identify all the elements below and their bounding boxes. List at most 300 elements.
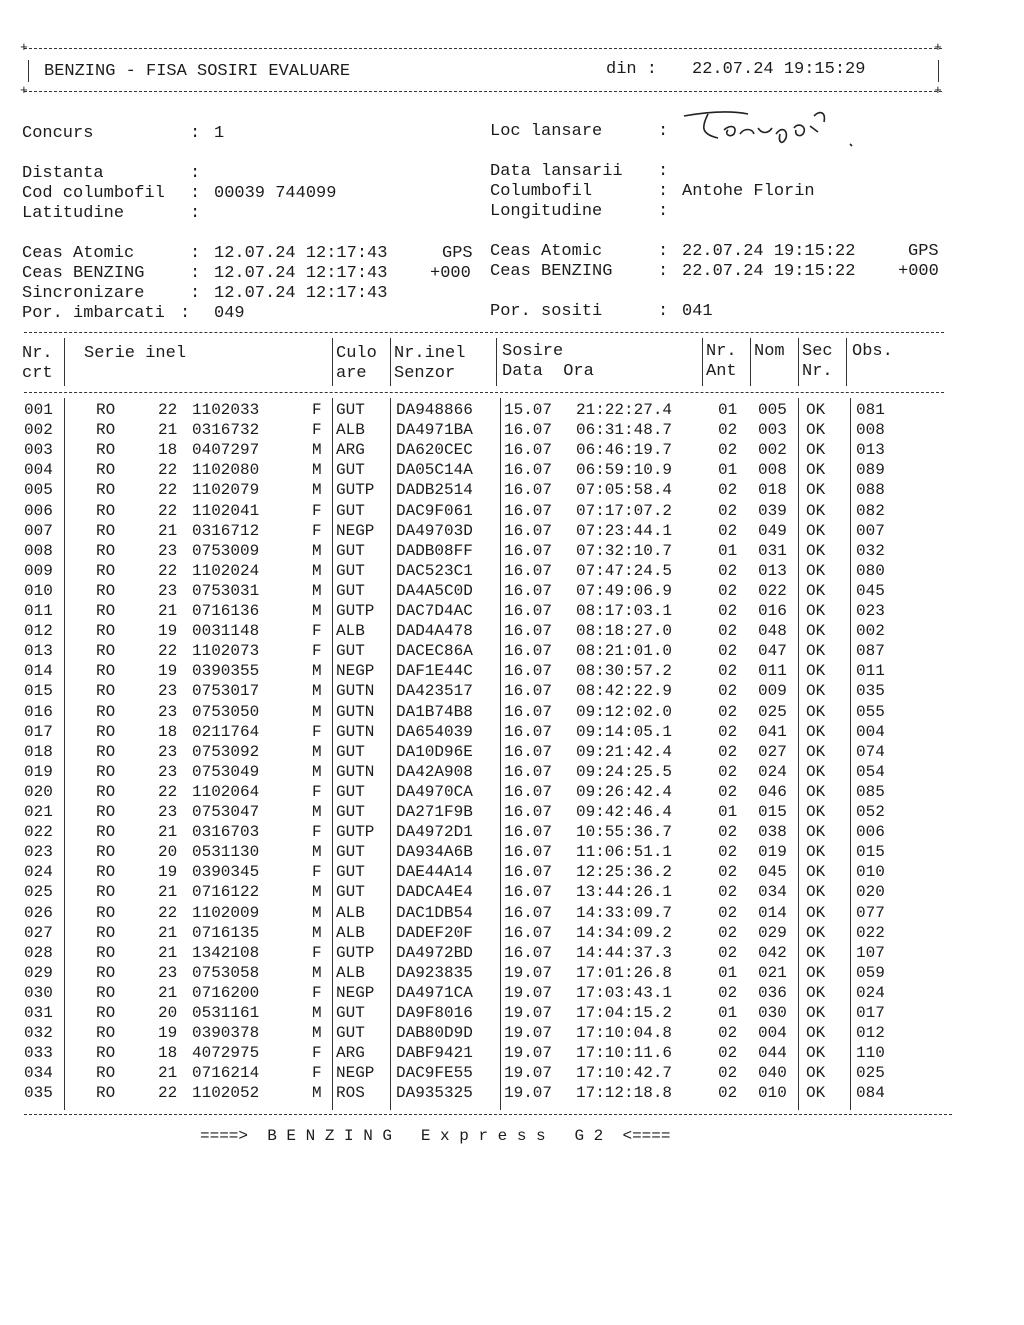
cell-nom: 029 — [758, 923, 787, 942]
cell-ora: 11:06:51.1 — [576, 843, 673, 862]
cell-ant: 02 — [718, 782, 738, 801]
cell-ant: 02 — [718, 722, 738, 741]
cell-culoare: ALB — [336, 923, 365, 942]
colon: : — [190, 204, 201, 223]
cell-senzor: DAC7D4AC — [396, 602, 473, 620]
cell-inel: 0753009 — [192, 541, 260, 560]
cell-data: 19.07 — [504, 1064, 553, 1083]
cell-senzor: DA935325 — [396, 1084, 473, 1103]
cell-culoare: GUTP — [336, 943, 375, 962]
cell-nom: 013 — [758, 561, 787, 580]
cell-obs: 055 — [856, 702, 885, 721]
table-row — [0, 501, 1024, 521]
cell-sec: OK — [806, 622, 826, 641]
cell-an: 22 — [158, 903, 178, 922]
header-nr-ant-2: Ant — [706, 362, 737, 381]
cell-sec: OK — [806, 521, 826, 540]
cell-obs: 002 — [856, 622, 885, 641]
table-header-separator — [24, 392, 944, 393]
header-nr-ant-1: Nr. — [706, 342, 737, 361]
colon: : — [180, 304, 191, 323]
cell-inel: 0390378 — [192, 1024, 260, 1043]
cell-senzor: DA654039 — [396, 722, 473, 741]
cell-senzor: DA05C14A — [396, 461, 473, 480]
cell-ant: 02 — [718, 481, 738, 500]
cell-tara: RO — [96, 561, 116, 580]
cell-an: 23 — [158, 541, 178, 560]
cell-data: 16.07 — [504, 923, 553, 942]
cell-data: 19.07 — [504, 1044, 553, 1063]
cell-an: 22 — [158, 561, 178, 580]
cell-ora: 07:05:58.4 — [576, 481, 673, 500]
table-row — [0, 420, 1024, 440]
cell-nom: 016 — [758, 602, 787, 620]
cell-senzor: DAC9F061 — [396, 501, 473, 520]
table-row — [0, 581, 1024, 601]
cell-data: 16.07 — [504, 501, 553, 520]
cell-sex: M — [312, 682, 322, 701]
cell-data: 19.07 — [504, 1004, 553, 1022]
cell-nom: 002 — [758, 441, 787, 460]
cell-data: 16.07 — [504, 521, 553, 540]
cell-nom: 031 — [758, 541, 787, 560]
corner-mark: + — [934, 83, 942, 98]
cell-ora: 08:17:03.1 — [576, 602, 673, 620]
cell-sex: F — [312, 501, 322, 520]
column-divider — [496, 338, 497, 386]
table-row — [0, 400, 1024, 420]
cell-ora: 07:49:06.9 — [576, 581, 673, 600]
cell-nr: 007 — [24, 521, 53, 540]
cell-obs: 013 — [856, 441, 885, 460]
cell-senzor: DA948866 — [396, 401, 473, 419]
header-crt: crt — [22, 364, 53, 383]
cell-culoare: GUTN — [336, 722, 375, 741]
cell-an: 22 — [158, 501, 178, 520]
cell-senzor: DA49703D — [396, 521, 473, 540]
cell-ant: 02 — [718, 521, 738, 540]
cell-ant: 02 — [718, 642, 738, 661]
cell-nom: 003 — [758, 421, 787, 440]
columbofil-value: Antohe Florin — [682, 182, 815, 201]
distanta-label: Distanta — [22, 164, 104, 183]
cell-tara: RO — [96, 642, 116, 661]
header-culoare-1: Culo — [336, 344, 377, 363]
handwritten-loc-lansare — [678, 104, 868, 156]
cell-data: 16.07 — [504, 561, 553, 580]
cell-inel: 1102024 — [192, 561, 260, 580]
cell-an: 22 — [158, 782, 178, 801]
cell-sex: M — [312, 461, 322, 480]
cell-tara: RO — [96, 983, 116, 1002]
cell-tara: RO — [96, 843, 116, 862]
cell-senzor: DA4971BA — [396, 421, 473, 440]
table-row — [0, 943, 1024, 963]
cell-inel: 0753017 — [192, 682, 260, 701]
cell-an: 20 — [158, 1004, 178, 1022]
cell-an: 18 — [158, 441, 178, 460]
cell-ora: 17:12:18.8 — [576, 1084, 673, 1103]
cell-ant: 01 — [718, 401, 738, 419]
cell-an: 23 — [158, 682, 178, 701]
cell-culoare: ROS — [336, 1084, 365, 1103]
cell-senzor: DADB2514 — [396, 481, 473, 500]
colon: : — [658, 302, 669, 321]
table-row — [0, 641, 1024, 661]
cell-obs: 008 — [856, 421, 885, 440]
ceas-atomic-label: Ceas Atomic — [22, 244, 135, 263]
title-border-bottom — [24, 91, 942, 92]
table-row — [0, 882, 1024, 902]
table-row — [0, 983, 1024, 1003]
corner-mark: + — [20, 83, 28, 98]
cell-culoare: GUT — [336, 863, 365, 882]
cell-sex: M — [312, 541, 322, 560]
table-row — [0, 702, 1024, 722]
cell-ora: 13:44:26.1 — [576, 883, 673, 902]
cell-sex: M — [312, 843, 322, 862]
cell-obs: 015 — [856, 843, 885, 862]
cell-sec: OK — [806, 883, 826, 902]
cell-senzor: DA934A6B — [396, 843, 473, 862]
cell-nr: 017 — [24, 722, 53, 741]
cell-inel: 0531161 — [192, 1004, 260, 1022]
cell-sec: OK — [806, 803, 826, 821]
cell-sex: F — [312, 521, 322, 540]
sincronizare-value: 12.07.24 12:17:43 — [214, 284, 388, 303]
cell-data: 16.07 — [504, 782, 553, 801]
cell-senzor: DAE44A14 — [396, 863, 473, 882]
cell-nom: 019 — [758, 843, 787, 862]
cell-an: 23 — [158, 963, 178, 982]
cell-nr: 027 — [24, 923, 53, 942]
cell-sex: F — [312, 401, 322, 419]
cell-ora: 06:31:48.7 — [576, 421, 673, 440]
cell-ant: 02 — [718, 742, 738, 761]
cell-an: 18 — [158, 1044, 178, 1063]
cell-data: 19.07 — [504, 1084, 553, 1103]
cell-obs: 007 — [856, 521, 885, 540]
table-row — [0, 742, 1024, 762]
imbarcati-value: 049 — [214, 304, 245, 323]
cell-sex: M — [312, 702, 322, 721]
cell-ant: 02 — [718, 943, 738, 962]
cell-data: 16.07 — [504, 481, 553, 500]
cell-ant: 02 — [718, 501, 738, 520]
cell-nr: 030 — [24, 983, 53, 1002]
cell-an: 21 — [158, 1064, 178, 1083]
cell-nom: 008 — [758, 461, 787, 480]
cell-inel: 0407297 — [192, 441, 260, 460]
cell-nom: 047 — [758, 642, 787, 661]
cell-sec: OK — [806, 782, 826, 801]
header-nom: Nom — [754, 342, 785, 361]
cell-an: 19 — [158, 863, 178, 882]
cell-data: 16.07 — [504, 702, 553, 721]
cell-nr: 003 — [24, 441, 53, 460]
cell-culoare: NEGP — [336, 521, 375, 540]
cell-inel: 0390355 — [192, 662, 260, 681]
cell-nr: 015 — [24, 682, 53, 701]
cell-an: 23 — [158, 742, 178, 761]
cell-sec: OK — [806, 441, 826, 460]
colon: : — [658, 182, 669, 201]
cell-obs: 080 — [856, 561, 885, 580]
cell-culoare: GUT — [336, 461, 365, 480]
cell-ora: 07:32:10.7 — [576, 541, 673, 560]
cell-tara: RO — [96, 401, 116, 419]
cell-an: 21 — [158, 823, 178, 842]
cell-data: 16.07 — [504, 581, 553, 600]
cell-sex: F — [312, 823, 322, 842]
cell-data: 16.07 — [504, 883, 553, 902]
cell-ant: 02 — [718, 581, 738, 600]
cell-tara: RO — [96, 803, 116, 821]
table-row — [0, 681, 1024, 701]
cell-an: 23 — [158, 702, 178, 721]
longitudine-label: Longitudine — [490, 202, 603, 221]
cell-ora: 10:55:36.7 — [576, 823, 673, 842]
cell-nr: 028 — [24, 943, 53, 962]
cell-ant: 01 — [718, 1004, 738, 1022]
cell-sec: OK — [806, 662, 826, 681]
cell-sec: OK — [806, 561, 826, 580]
cell-nr: 005 — [24, 481, 53, 500]
cell-sex: M — [312, 481, 322, 500]
cell-obs: 059 — [856, 963, 885, 982]
cell-ora: 09:14:05.1 — [576, 722, 673, 741]
cell-nom: 004 — [758, 1024, 787, 1043]
cell-senzor: DAF1E44C — [396, 662, 473, 681]
cell-ora: 09:12:02.0 — [576, 702, 673, 721]
header-obs: Obs. — [852, 342, 893, 361]
cell-ora: 07:47:24.5 — [576, 561, 673, 580]
cell-an: 22 — [158, 642, 178, 661]
cell-nr: 035 — [24, 1084, 53, 1103]
cell-data: 16.07 — [504, 421, 553, 440]
cell-senzor: DA4A5C0D — [396, 581, 473, 600]
cell-nom: 039 — [758, 501, 787, 520]
cell-nr: 026 — [24, 903, 53, 922]
cell-obs: 020 — [856, 883, 885, 902]
corner-mark: + — [934, 40, 942, 55]
table-row — [0, 1083, 1024, 1103]
cell-obs: 010 — [856, 863, 885, 882]
table-row — [0, 903, 1024, 923]
cell-ora: 17:10:04.8 — [576, 1024, 673, 1043]
table-row — [0, 460, 1024, 480]
cell-ant: 02 — [718, 702, 738, 721]
table-row — [0, 480, 1024, 500]
data-lansarii-label: Data lansarii — [490, 162, 623, 181]
cell-nr: 004 — [24, 461, 53, 480]
cell-ora: 06:59:10.9 — [576, 461, 673, 480]
column-divider — [390, 338, 391, 386]
cell-sec: OK — [806, 501, 826, 520]
colon: : — [190, 164, 201, 183]
cell-tara: RO — [96, 903, 116, 922]
cell-sec: OK — [806, 843, 826, 862]
report-title: BENZING - FISA SOSIRI EVALUARE — [44, 62, 351, 81]
cell-inel: 1102052 — [192, 1084, 260, 1103]
cell-nom: 048 — [758, 622, 787, 641]
cell-sec: OK — [806, 1064, 826, 1083]
cell-obs: 004 — [856, 722, 885, 741]
cell-obs: 023 — [856, 602, 885, 620]
cell-data: 16.07 — [504, 622, 553, 641]
cell-senzor: DADEF20F — [396, 923, 473, 942]
cell-sex: M — [312, 561, 322, 580]
cell-data: 16.07 — [504, 642, 553, 661]
cell-sex: M — [312, 662, 322, 681]
cell-senzor: DA42A908 — [396, 762, 473, 781]
cell-ant: 02 — [718, 762, 738, 781]
cell-ora: 17:10:42.7 — [576, 1064, 673, 1083]
cell-ora: 17:01:26.8 — [576, 963, 673, 982]
cell-data: 16.07 — [504, 602, 553, 620]
cell-inel: 0716135 — [192, 923, 260, 942]
cell-culoare: GUTN — [336, 762, 375, 781]
cell-ant: 02 — [718, 1044, 738, 1063]
cell-ant: 02 — [718, 1024, 738, 1043]
report-date: 22.07.24 19:15:29 — [692, 60, 866, 79]
sincronizare-label: Sincronizare — [22, 284, 145, 303]
cell-an: 21 — [158, 923, 178, 942]
table-row — [0, 862, 1024, 882]
cell-nr: 034 — [24, 1064, 53, 1083]
cell-obs: 054 — [856, 762, 885, 781]
ceas-benzing-suffix: +000 — [430, 264, 471, 283]
cell-sex: F — [312, 943, 322, 962]
cell-obs: 052 — [856, 803, 885, 821]
cell-sex: M — [312, 803, 322, 821]
cell-sex: F — [312, 983, 322, 1002]
header-serie-inel: Serie inel — [84, 344, 187, 363]
cell-inel: 0753031 — [192, 581, 260, 600]
header-sec: Sec — [802, 342, 833, 361]
cell-ora: 09:21:42.4 — [576, 742, 673, 761]
cell-culoare: GUT — [336, 1024, 365, 1043]
cell-nom: 022 — [758, 581, 787, 600]
colon: : — [658, 262, 669, 281]
cell-ant: 02 — [718, 983, 738, 1002]
cell-data: 16.07 — [504, 823, 553, 842]
cell-ant: 01 — [718, 541, 738, 560]
cell-ora: 14:44:37.3 — [576, 943, 673, 962]
cell-nom: 040 — [758, 1064, 787, 1083]
table-row — [0, 621, 1024, 641]
cell-culoare: GUT — [336, 581, 365, 600]
cell-senzor: DADB08FF — [396, 541, 473, 560]
footer-benzing: ====> B E N Z I N G E x p r e s s G 2 <==== — [200, 1127, 671, 1145]
cell-obs: 107 — [856, 943, 885, 962]
cell-inel: 0531130 — [192, 843, 260, 862]
cell-culoare: GUT — [336, 1004, 365, 1022]
ceas-atomic-suffix: GPS — [442, 244, 473, 263]
table-row — [0, 561, 1024, 581]
cell-nr: 010 — [24, 581, 53, 600]
cell-nr: 001 — [24, 401, 53, 419]
table-row — [0, 521, 1024, 541]
cell-nr: 008 — [24, 541, 53, 560]
cell-nr: 018 — [24, 742, 53, 761]
cell-data: 16.07 — [504, 662, 553, 681]
cell-nr: 009 — [24, 561, 53, 580]
cell-nr: 021 — [24, 803, 53, 821]
cell-an: 19 — [158, 622, 178, 641]
cell-nr: 029 — [24, 963, 53, 982]
date-label: din : — [606, 60, 658, 79]
cell-tara: RO — [96, 662, 116, 681]
cell-ant: 01 — [718, 803, 738, 821]
table-row — [0, 842, 1024, 862]
cell-tara: RO — [96, 581, 116, 600]
table-row — [0, 1023, 1024, 1043]
table-border-bottom — [24, 1114, 952, 1115]
table-row — [0, 1063, 1024, 1083]
cell-ora: 07:23:44.1 — [576, 521, 673, 540]
cell-data: 19.07 — [504, 1024, 553, 1043]
cell-inel: 1102079 — [192, 481, 260, 500]
cell-culoare: GUTN — [336, 702, 375, 721]
cell-nom: 038 — [758, 823, 787, 842]
cell-inel: 1342108 — [192, 943, 260, 962]
cell-sex: M — [312, 1004, 322, 1022]
cell-senzor: DAC523C1 — [396, 561, 473, 580]
cell-sex: M — [312, 762, 322, 781]
cell-tara: RO — [96, 682, 116, 701]
cell-nom: 024 — [758, 762, 787, 781]
cell-nom: 030 — [758, 1004, 787, 1022]
header-senzor: Senzor — [394, 364, 456, 383]
cell-nom: 041 — [758, 722, 787, 741]
cell-obs: 084 — [856, 1084, 885, 1103]
cell-tara: RO — [96, 1004, 116, 1022]
cell-nr: 033 — [24, 1044, 53, 1063]
cell-nr: 019 — [24, 762, 53, 781]
cell-obs: 087 — [856, 642, 885, 661]
cell-senzor: DAC9FE55 — [396, 1064, 473, 1083]
column-divider — [332, 338, 333, 386]
cell-obs: 088 — [856, 481, 885, 500]
cell-ant: 01 — [718, 963, 738, 982]
header-sosire: Sosire — [502, 342, 564, 361]
cell-senzor: DA9F8016 — [396, 1004, 473, 1022]
cell-tara: RO — [96, 622, 116, 641]
cell-data: 19.07 — [504, 963, 553, 982]
cell-data: 16.07 — [504, 682, 553, 701]
cell-sec: OK — [806, 642, 826, 661]
cell-nr: 025 — [24, 883, 53, 902]
cell-obs: 077 — [856, 903, 885, 922]
cell-sec: OK — [806, 541, 826, 560]
cell-ora: 12:25:36.2 — [576, 863, 673, 882]
ceas-benzing-value-right: 22.07.24 19:15:22 — [682, 262, 856, 281]
cell-an: 22 — [158, 1084, 178, 1103]
cell-ant: 02 — [718, 441, 738, 460]
column-divider — [798, 338, 799, 386]
cell-nr: 024 — [24, 863, 53, 882]
column-divider — [750, 338, 751, 386]
cell-culoare: GUT — [336, 401, 365, 419]
ceas-atomic-suffix-right: GPS — [908, 242, 939, 261]
table-border-top — [24, 332, 944, 333]
table-row — [0, 1003, 1024, 1023]
cell-sec: OK — [806, 702, 826, 721]
cell-tara: RO — [96, 602, 116, 620]
cell-data: 16.07 — [504, 903, 553, 922]
cell-nom: 042 — [758, 943, 787, 962]
